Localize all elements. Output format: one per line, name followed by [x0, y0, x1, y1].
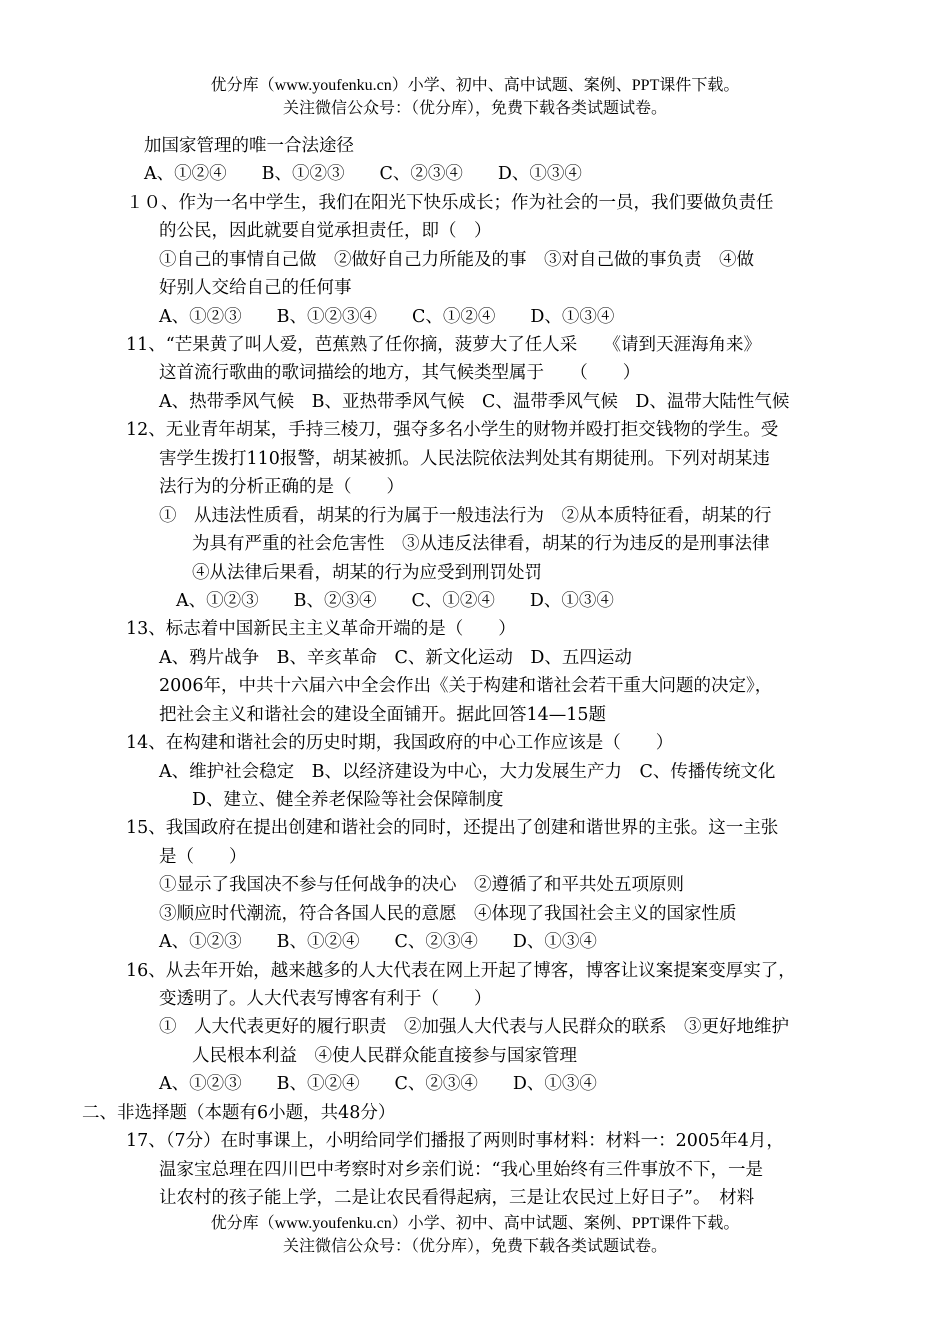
text-line: 这首流行歌曲的歌词描绘的地方，其气候类型属于 （ ）	[159, 363, 641, 383]
text-line: A、①②③ B、①②④ C、②③④ D、①③④	[159, 1074, 597, 1094]
text-line: A、热带季风气候 B、亚热带季风气候 C、温带季风气候 D、温带大陆性气候	[159, 392, 790, 412]
footer-line-1: 优分库（www.youfenku.cn）小学、初中、高中试题、案例、PPT课件下载。	[210, 1215, 740, 1232]
question-16: 16、从去年开始，越来越多的人大代表在网上开起了博客，博客让议案提案变厚实了，	[126, 961, 796, 981]
text-line: 是（ ）	[159, 847, 247, 867]
header-line-1: 优分库（www.youfenku.cn）小学、初中、高中试题、案例、PPT课件下载。	[210, 77, 740, 94]
question-14: 14、在构建和谐社会的历史时期，我国政府的中心工作应该是（ ）	[126, 733, 674, 753]
text-line: ①显示了我国决不参与任何战争的决心 ②遵循了和平共处五项原则	[159, 875, 684, 895]
text-line: 为具有严重的社会危害性 ③从违反法律看，胡某的行为违反的是刑事法律	[192, 534, 770, 554]
header-line-2: 关注微信公众号：（优分库），免费下载各类试题试卷。	[282, 100, 667, 117]
text-line: 加国家管理的唯一合法途径	[144, 136, 354, 156]
text-line: ③顺应时代潮流，符合各国人民的意愿 ④体现了我国社会主义的国家性质	[159, 904, 737, 924]
question-17: 17、（7分）在时事课上，小明给同学们播报了两则时事材料：材料一：2005年4月，	[126, 1131, 784, 1151]
text-line: A、维护社会稳定 B、以经济建设为中心，大力发展生产力 C、传播传统文化	[159, 762, 776, 782]
section-heading: 二、非选择题（本题有6小题，共48分）	[82, 1103, 396, 1123]
text-line: 把社会主义和谐社会的建设全面铺开。据此回答14—15题	[159, 705, 607, 725]
text-line: A、①②③ B、①②④ C、②③④ D、①③④	[159, 932, 597, 952]
text-line: A、鸦片战争 B、辛亥革命 C、新文化运动 D、五四运动	[159, 648, 632, 668]
text-line: 变透明了。人大代表写博客有利于（ ）	[159, 989, 492, 1009]
text-line: ① 人大代表更好的履行职责 ②加强人大代表与人民群众的联系 ③更好地维护	[159, 1017, 789, 1037]
question-11: 11、“芒果黄了叫人爱，芭蕉熟了任你摘，菠萝大了任人采 《请到天涯海角来》	[126, 335, 761, 355]
question-15: 15、我国政府在提出创建和谐社会的同时，还提出了创建和谐世界的主张。这一主张	[126, 818, 779, 838]
text-line: 人民根本利益 ④使人民群众能直接参与国家管理	[192, 1046, 577, 1066]
text-line: 让农村的孩子能上学，二是让农民看得起病，三是让农民过上好日子”。 材料	[159, 1188, 755, 1208]
question-10: １０、作为一名中学生，我们在阳光下快乐成长；作为社会的一员，我们要做负责任	[126, 193, 774, 213]
text-line: ①自己的事情自己做 ②做好自己力所能及的事 ③对自己做的事负责 ④做	[159, 250, 754, 270]
text-line: ① 从违法性质看，胡某的行为属于一般违法行为 ②从本质特征看，胡某的行	[159, 506, 772, 526]
question-12: 12、无业青年胡某，手持三棱刀，强夺多名小学生的财物并殴打拒交钱物的学生。受	[126, 420, 779, 440]
text-line: 2006年，中共十六届六中全会作出《关于构建和谐社会若干重大问题的决定》，	[159, 676, 773, 696]
text-line: A、①②③ B、②③④ C、①②④ D、①③④	[176, 591, 614, 611]
footer-line-2: 关注微信公众号：（优分库），免费下载各类试题试卷。	[282, 1238, 667, 1255]
text-line: ④从法律后果看，胡某的行为应受到刑罚处罚	[192, 563, 542, 583]
text-line: 的公民，因此就要自觉承担责任，即（ ）	[159, 221, 492, 241]
text-line: 好别人交给自己的任何事	[159, 278, 352, 298]
text-line: 法行为的分析正确的是（ ）	[159, 477, 404, 497]
text-line: A、①②③ B、①②③④ C、①②④ D、①③④	[159, 307, 615, 327]
text-line: D、建立、健全养老保险等社会保障制度	[192, 790, 504, 810]
question-13: 13、标志着中国新民主主义革命开端的是（ ）	[126, 619, 516, 639]
text-line: A、①②④ B、①②③ C、②③④ D、①③④	[144, 164, 582, 184]
text-line: 温家宝总理在四川巴中考察时对乡亲们说：“我心里始终有三件事放不下，一是	[159, 1160, 763, 1180]
text-line: 害学生拨打110报警，胡某被抓。人民法院依法判处其有期徒刑。下列对胡某违	[159, 449, 770, 469]
